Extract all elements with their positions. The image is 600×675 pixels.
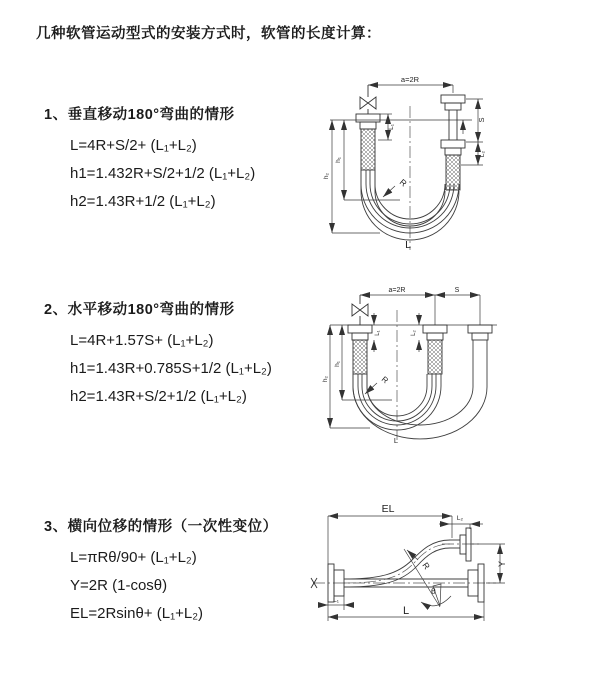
- right-pipe-fitting: [468, 325, 492, 340]
- dim-label-l2: L₂: [479, 150, 486, 158]
- section-3-heading: 3、横向位移的情形（一次性变位）: [44, 519, 278, 535]
- radius-label: R: [420, 560, 433, 572]
- dim-label-y: Y: [497, 560, 507, 568]
- dim-label-el: EL: [381, 503, 395, 515]
- dim-label-a2r: a=2R: [388, 287, 406, 294]
- length-label: L: [405, 239, 411, 251]
- radius-label: R: [397, 176, 409, 189]
- left-pipe-fitting: [356, 114, 380, 170]
- section-1-heading: 1、垂直移动180°弯曲的情形: [44, 107, 235, 123]
- formula-line: h1=1.432R+S/2+1/2 (L₁+L₂): [70, 165, 256, 182]
- angle-construction: [404, 549, 451, 607]
- length-label: L: [402, 605, 410, 617]
- valve-icon: [352, 295, 368, 325]
- page-title: 几种软管运动型式的安装方式时，软管的长度计算：: [36, 26, 381, 42]
- hose-curves: [353, 340, 487, 439]
- upper-flange: [450, 528, 471, 561]
- dim-label-a2r: a=2R: [400, 75, 420, 84]
- dimension-lines: [318, 516, 505, 621]
- formula-line: L=4R+1.57S+ (L₁+L₂): [70, 332, 214, 349]
- formula-line: h2=1.43R+S/2+1/2 (L₁+L₂): [70, 388, 247, 405]
- length-label: L: [393, 436, 399, 445]
- diagram-lateral-displacement: [300, 500, 600, 658]
- dim-label-l2: L₂: [456, 515, 464, 522]
- formula-line: h1=1.43R+0.785S+1/2 (L₁+L₂): [70, 360, 272, 377]
- formula-line: h2=1.43R+1/2 (L₁+L₂): [70, 193, 216, 210]
- dim-label-s: S: [477, 117, 486, 123]
- left-pipe-fitting: [348, 325, 372, 374]
- section-1-formulas: [70, 132, 255, 216]
- dim-label-h2: h₂: [322, 375, 329, 383]
- diagram-vertical-180-bend: [312, 70, 562, 255]
- dim-label-l1: L₁: [388, 124, 395, 130]
- formula-line: Y=2R (1-cosθ): [70, 577, 168, 594]
- dim-label-l1: L₁: [375, 330, 381, 336]
- dim-label-l1: L₁: [333, 597, 339, 604]
- dim-label-l2: L₂: [411, 330, 417, 336]
- formula-line: EL=2Rsinθ+ (L₁+L₂): [70, 605, 204, 622]
- angle-label: θ: [431, 586, 436, 596]
- radius-label: R: [379, 374, 390, 386]
- middle-pipe-fitting: [423, 325, 447, 374]
- section-2: [44, 298, 272, 411]
- section-1: [44, 103, 255, 216]
- section-2-formulas: [70, 327, 272, 411]
- right-pipe-fitting: [441, 95, 465, 190]
- diagram-horizontal-180-bend: [312, 282, 567, 447]
- dim-label-h2: h₂: [323, 172, 330, 180]
- formula-line: L=πRθ/90+ (L₁+L₂): [70, 549, 197, 566]
- valve-icon: [360, 85, 376, 114]
- dim-label-s: S: [454, 287, 460, 294]
- formula-line: L=4R+S/2+ (L₁+L₂): [70, 137, 197, 154]
- section-2-heading: 2、水平移动180°弯曲的情形: [44, 302, 235, 318]
- dim-label-h1: h₁: [335, 157, 342, 163]
- section-3-formulas: [70, 544, 278, 628]
- section-3: [44, 515, 278, 628]
- dim-label-h1: h₁: [334, 361, 341, 367]
